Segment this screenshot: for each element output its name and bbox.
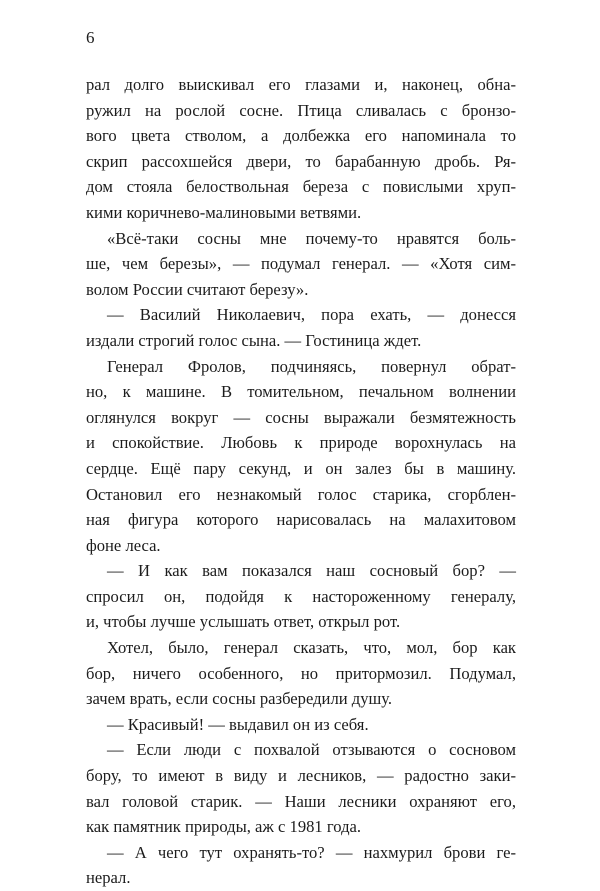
text-line: как памятник природы, аж с 1981 года. — [86, 817, 362, 837]
text-line: волом России считают березу». — [86, 279, 309, 299]
text-line: Хотел, было, генерал сказать, что, мол, бор как — [107, 638, 516, 658]
text-line: спросил он, подойдя к настороженному генералу, — [86, 586, 516, 606]
text-line: и, чтобы лучше услышать ответ, открыл рот. — [86, 612, 401, 632]
text-line: вого цвета стволом, а долбежка его напоминала то — [86, 126, 516, 146]
text-line: ная фигура которого нарисовалась на малахитовом — [86, 510, 516, 530]
text-line: оглянулся вокруг — сосны выражали безмятежность — [86, 407, 516, 427]
text-line: нерал. — [86, 868, 131, 888]
text-line: кими коричнево-малиновыми ветвями. — [86, 202, 362, 222]
text-line: издали строгий голос сына. — Гостиница ждет. — [86, 330, 422, 350]
text-line: фоне леса. — [86, 535, 161, 555]
paragraph — [86, 354, 516, 559]
text-line: ружил на рослой сосне. Птица сливалась с бронзо- — [86, 100, 516, 120]
text-line: — Василий Николаевич, пора ехать, — донесся — [107, 305, 516, 325]
text-line: — А чего тут охранять-то? — нахмурил брови ге- — [107, 842, 516, 862]
paragraph — [86, 302, 516, 353]
text-line: вал головой старик. — Наши лесники охраняют его, — [86, 791, 516, 811]
paragraph — [86, 737, 516, 839]
text-line: — И как вам показался наш сосновый бор? — — [107, 561, 516, 581]
text-line: скрип рассохшейся двери, то барабанную дробь. Ря- — [86, 151, 516, 171]
text-line: «Всё-таки сосны мне почему-то нравятся боль- — [107, 228, 516, 248]
text-line: бор, ничего особенного, но притормозил. Подумал, — [86, 663, 516, 683]
text-line: ше, чем березы», — подумал генерал. — «Хотя сим- — [86, 254, 516, 274]
paragraph — [86, 712, 516, 738]
text-line: Генерал Фролов, подчиняясь, повернул обрат- — [107, 356, 516, 376]
text-line: и спокойствие. Любовь к природе ворохнулась на — [86, 433, 516, 453]
text-line: Остановил его незнакомый голос старика, сгорблен- — [86, 484, 516, 504]
text-line: но, к машине. В томительном, печальном волнении — [86, 382, 516, 402]
text-line: сердце. Ещё пару секунд, и он залез бы в машину. — [86, 458, 516, 478]
text-line: рал долго выискивал его глазами и, наконец, обна- — [86, 75, 516, 94]
paragraph — [86, 635, 516, 712]
page-number: 6 — [86, 28, 95, 47]
text-line: бору, то имеют в виду и лесников, — радостно заки- — [86, 766, 516, 786]
paragraph — [86, 226, 516, 303]
text-line: — Если люди с похвалой отзываются о сосновом — [107, 740, 516, 760]
paragraph — [86, 72, 516, 226]
text-line: зачем врать, если сосны разбередили душу. — [86, 689, 393, 709]
body-text — [86, 72, 516, 891]
text-line: — Красивый! — выдавил он из себя. — [107, 714, 369, 734]
paragraph — [86, 840, 516, 891]
text-line: дом стояла белоствольная береза с повислыми хруп- — [86, 177, 516, 197]
paragraph — [86, 558, 516, 635]
